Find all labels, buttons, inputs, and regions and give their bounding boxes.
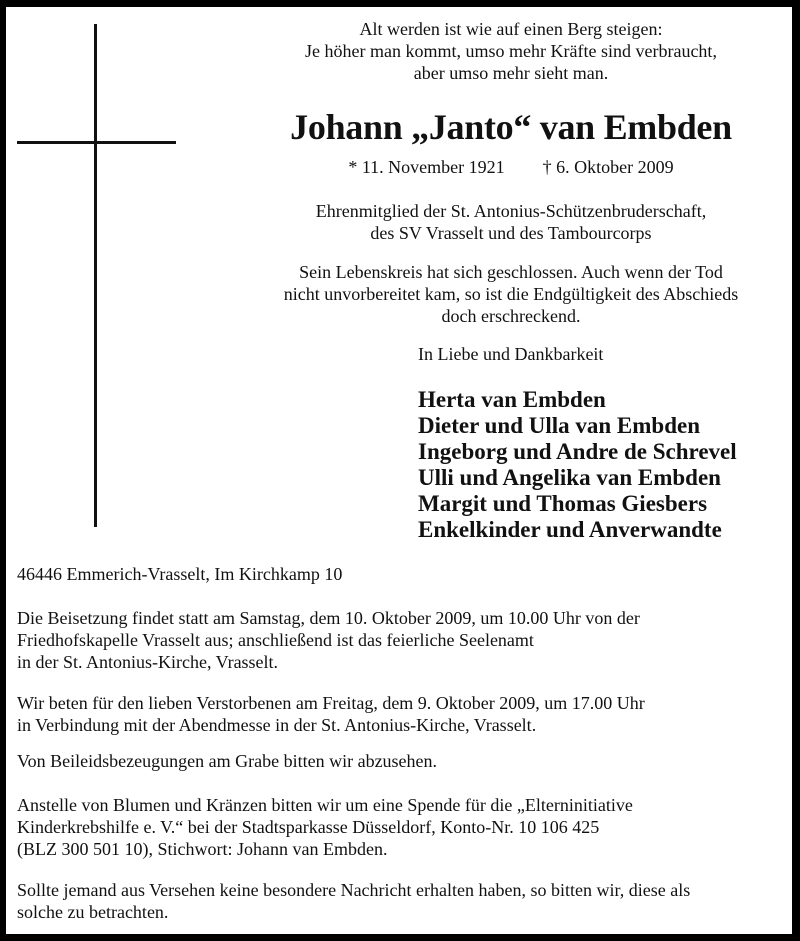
mourner: Ulli und Angelika van Embden <box>418 465 721 490</box>
donation-line: (BLZ 300 501 10), Stichwort: Johann van Embden. <box>17 839 388 859</box>
mourner: Dieter und Ulla van Embden <box>418 413 701 438</box>
family-address: 46446 Emmerich-Vrasselt, Im Kirchkamp 10 <box>17 564 343 584</box>
deceased-name: Johann „Janto“ van Embden <box>290 107 732 147</box>
burial-info <box>17 607 787 673</box>
burial-line: in der St. Antonius-Kirche, Vrasselt. <box>17 652 279 672</box>
mourner: Enkelkinder und Anverwandte <box>418 517 722 542</box>
reflection-line: Sein Lebenskreis hat sich geschlossen. Auch wenn der Tod <box>299 262 723 282</box>
motto-line: aber umso mehr sieht man. <box>413 63 609 83</box>
motto-line: Alt werden ist wie auf einen Berg steigen: <box>359 19 663 39</box>
death-date: † 6. Oktober 2009 <box>542 157 674 177</box>
burial-line: Die Beisetzung findet statt am Samstag, dem 10. Oktober 2009, um 10.00 Uhr von der <box>17 608 640 628</box>
obituary-notice <box>6 7 792 934</box>
cross-icon-vertical-bar <box>94 24 97 527</box>
reflection-line: nicht unvorbereitet kam, so ist die Endgültigkeit des Abschieds <box>283 284 739 304</box>
mourner: Herta van Embden <box>418 387 606 412</box>
honorary-memberships <box>230 200 792 244</box>
birth-date: * 11. November 1921 <box>348 157 505 177</box>
honor-line: Ehrenmitglied der St. Antonius-Schützenbruderschaft, <box>315 201 707 221</box>
reflection-text <box>230 261 792 327</box>
honor-line: des SV Vrasselt und des Tambourcorps <box>370 223 652 243</box>
closing-phrase: In Liebe und Dankbarkeit <box>418 344 604 364</box>
notice-line: Sollte jemand aus Versehen keine besondere Nachricht erhalten haben, so bitten wir, diese als <box>17 880 691 900</box>
cross-icon-horizontal-bar <box>17 141 176 144</box>
motto-quote <box>230 18 792 84</box>
prayer-line: Wir beten für den lieben Verstorbenen am Freitag, dem 9. Oktober 2009, um 17.00 Uhr <box>17 693 645 713</box>
notice-text <box>17 879 787 923</box>
mourner: Ingeborg und Andre de Schrevel <box>418 439 737 464</box>
prayer-line: in Verbindung mit der Abendmesse in der St. Antonius-Kirche, Vrasselt. <box>17 715 537 735</box>
donation-info <box>17 794 787 860</box>
burial-line: Friedhofskapelle Vrasselt aus; anschließend ist das feierliche Seelenamt <box>17 630 534 650</box>
notice-line: solche zu betrachten. <box>17 902 169 922</box>
donation-line: Anstelle von Blumen und Kränzen bitten wir um eine Spende für die „Elterninitiative <box>17 795 633 815</box>
donation-line: Kinderkrebshilfe e. V.“ bei der Stadtsparkasse Düsseldorf, Konto-Nr. 10 106 425 <box>17 817 600 837</box>
condolence-request: Von Beileidsbezeugungen am Grabe bitten wir abzusehen. <box>17 751 438 771</box>
prayer-info <box>17 692 787 736</box>
reflection-line: doch erschreckend. <box>441 306 581 326</box>
mourners-list <box>418 387 737 543</box>
mourner: Margit und Thomas Giesbers <box>418 491 708 516</box>
motto-line: Je höher man kommt, umso mehr Kräfte sind verbraucht, <box>305 41 717 61</box>
life-dates <box>230 156 792 178</box>
